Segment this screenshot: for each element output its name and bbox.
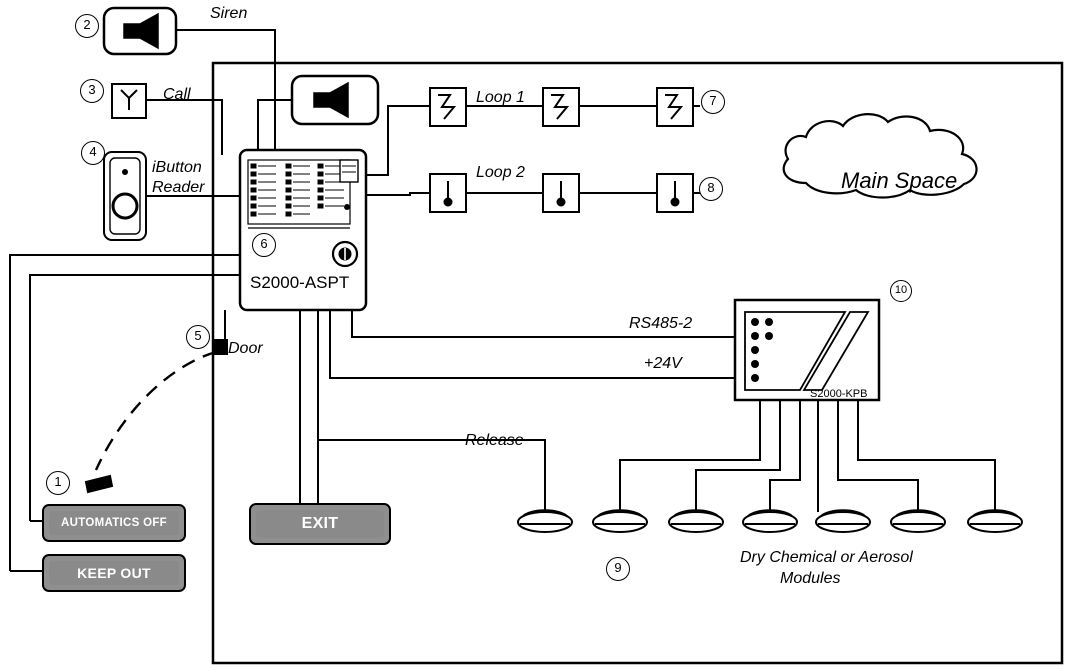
label-ibutton-line2: Reader (152, 179, 205, 196)
wire-mod-6 (838, 400, 918, 512)
ibutton-touch-ring (113, 194, 137, 218)
label-ibutton-line1: iButton (152, 159, 202, 176)
label-24v: +24V (644, 355, 682, 372)
label-loop2: Loop 2 (476, 164, 525, 181)
label-release: Release (465, 432, 524, 449)
door-contact (215, 340, 227, 354)
callout-7: 7 (701, 90, 725, 114)
siren-icon-2 (314, 83, 348, 117)
wire-call (146, 100, 222, 155)
label-loop1: Loop 1 (476, 89, 525, 106)
wire-mod-2 (620, 400, 760, 512)
label-door: Door (228, 340, 263, 357)
callout-4: 4 (81, 141, 105, 165)
label-rs485: RS485-2 (629, 315, 693, 332)
callout-10: 10 (890, 280, 912, 302)
keep-out-label: KEEP OUT (77, 565, 151, 581)
label-modules-line2: Modules (780, 570, 841, 587)
label-main-space: Main Space (841, 168, 958, 193)
label-panel-model: S2000-ASPT (250, 273, 350, 292)
automatics-off-sign[interactable] (42, 504, 186, 542)
wire-mod-3 (696, 400, 780, 512)
callout-1: 1 (46, 471, 70, 495)
callout-2: 2 (75, 14, 99, 38)
call-icon (121, 90, 137, 110)
exit-button-label: EXIT (301, 515, 339, 532)
extinguishing-modules (518, 510, 1022, 532)
callout-5: 5 (186, 325, 210, 349)
wire-loop1-from-panel (366, 106, 430, 175)
panel-small-led (344, 204, 350, 210)
panel-display (340, 160, 358, 182)
wire-loop2-from-panel (366, 193, 430, 195)
automatics-off-label: AUTOMATICS OFF (61, 517, 167, 529)
exit-button[interactable] (249, 503, 391, 545)
callout-9: 9 (606, 557, 630, 581)
label-keypad-model: S2000-KPB (810, 388, 868, 400)
wire-mod-4 (770, 400, 800, 512)
callout-6: 6 (252, 233, 276, 257)
callout-3: 3 (80, 79, 104, 103)
door-leaf (86, 476, 112, 492)
label-modules-line1: Dry Chemical or Aerosol (740, 549, 913, 566)
keep-out-sign[interactable] (42, 554, 186, 592)
wire-release-main (318, 440, 545, 512)
siren-icon-1 (124, 14, 158, 48)
door-swing-arc (96, 352, 216, 470)
wire-mod-7 (858, 400, 995, 512)
callout-8: 8 (699, 177, 723, 201)
label-call: Call (163, 86, 191, 103)
ibutton-led (122, 169, 128, 175)
label-siren: Siren (210, 5, 248, 22)
